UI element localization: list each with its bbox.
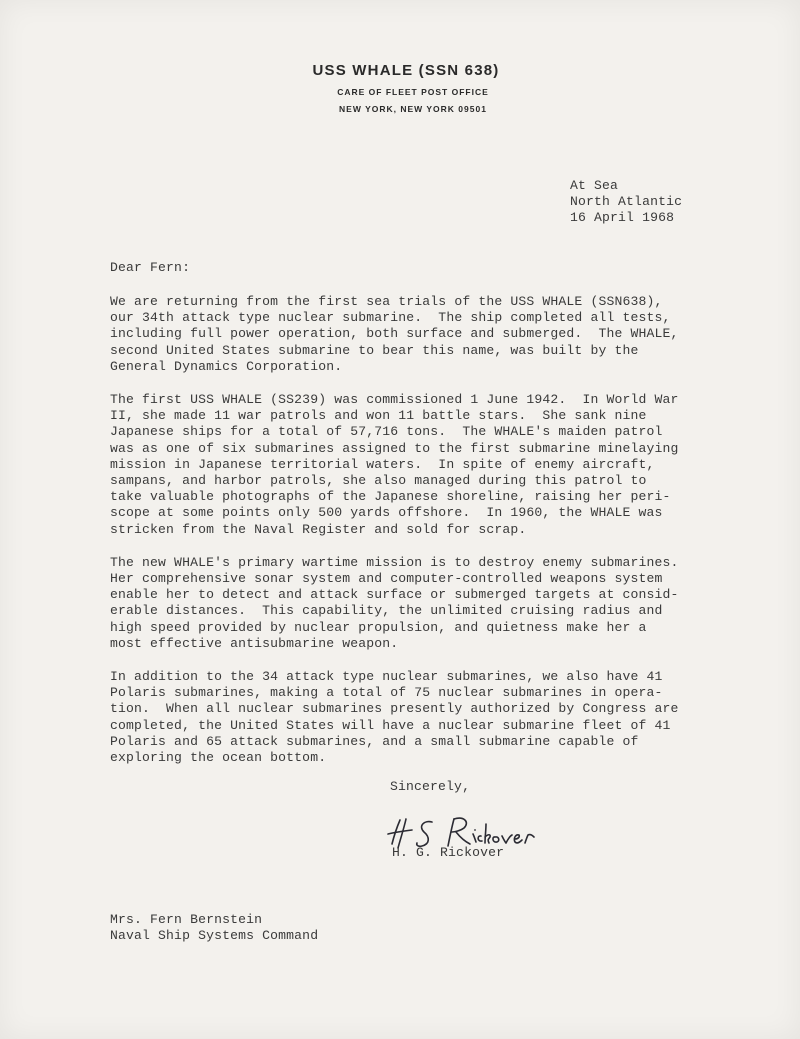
place-and-date [570, 178, 682, 227]
text-line: The new WHALE's primary wartime mission is to destroy enemy submarines. [110, 554, 679, 570]
text-line: including full power operation, both surface and submerged. The WHALE, [110, 326, 679, 342]
recipient-block [110, 912, 318, 944]
text-line: erable distances. This capability, the unlimited cruising radius and [110, 603, 663, 619]
text-line: completed, the United States will have a nuclear submarine fleet of 41 [110, 717, 671, 733]
text-line: second United States submarine to bear this name, was built by the [110, 342, 639, 358]
text-line: scope at some points only 500 yards offshore. In 1960, the WHALE was [110, 505, 663, 521]
text-line: was as one of six submarines assigned to the first submarine minelaying [110, 440, 679, 456]
letter-body [110, 294, 730, 783]
letterhead-title: USS WHALE (SSN 638) [312, 62, 500, 79]
date-line: 16 April 1968 [570, 210, 675, 226]
letterhead [0, 62, 800, 114]
text-line: General Dynamics Corporation. [110, 358, 343, 374]
text-line: Polaris submarines, making a total of 75 nuclear submarines in opera- [110, 685, 663, 701]
text-line: high speed provided by nuclear propulsion, and quietness make her a [110, 619, 647, 635]
paragraph-2 [110, 392, 730, 538]
text-line: take valuable photographs of the Japanese shoreline, raising her peri- [110, 489, 671, 505]
text-line: most effective antisubmarine weapon. [110, 635, 399, 651]
text-line: enable her to detect and attack surface or submerged targets at consid- [110, 587, 679, 603]
text-line: mission in Japanese territorial waters. In spite of enemy aircraft, [110, 456, 655, 472]
text-line: The first USS WHALE (SS239) was commissioned 1 June 1942. In World War [110, 392, 679, 408]
recipient-name: Mrs. Fern Bernstein [110, 912, 263, 927]
text-line: II, she made 11 war patrols and won 11 battle stars. She sank nine [110, 408, 647, 424]
paragraph-1 [110, 294, 730, 375]
place-line-2: North Atlantic [570, 194, 683, 210]
text-line: exploring the ocean bottom. [110, 750, 327, 766]
text-line: our 34th attack type nuclear submarine. The ship completed all tests, [110, 310, 671, 326]
text-line: We are returning from the first sea trials of the USS WHALE (SSN638), [110, 294, 663, 309]
text-line: tion. When all nuclear submarines presently authorized by Congress are [110, 701, 679, 717]
typed-signer-name: H. G. Rickover [392, 845, 505, 860]
paragraph-3 [110, 555, 730, 652]
letterhead-address-line-2: NEW YORK, NEW YORK 09501 [339, 104, 487, 114]
text-line: sampans, and harbor patrols, she also managed during this patrol to [110, 473, 647, 489]
letterhead-address-line-1: CARE OF FLEET POST OFFICE [337, 87, 489, 97]
paragraph-4 [110, 669, 730, 766]
text-line: Polaris and 65 attack submarines, and a small submarine capable of [110, 733, 639, 749]
text-line: Her comprehensive sonar system and computer-controlled weapons system [110, 571, 663, 587]
text-line: Japanese ships for a total of 57,716 tons. The WHALE's maiden patrol [110, 424, 663, 440]
text-line: In addition to the 34 attack type nuclear submarines, we also have 41 [110, 669, 663, 685]
salutation: Dear Fern: [110, 260, 191, 275]
place-line-1: At Sea [570, 178, 619, 193]
recipient-organization: Naval Ship Systems Command [110, 928, 319, 944]
text-line: stricken from the Naval Register and sold for scrap. [110, 521, 527, 537]
closing: Sincerely, [390, 779, 471, 794]
